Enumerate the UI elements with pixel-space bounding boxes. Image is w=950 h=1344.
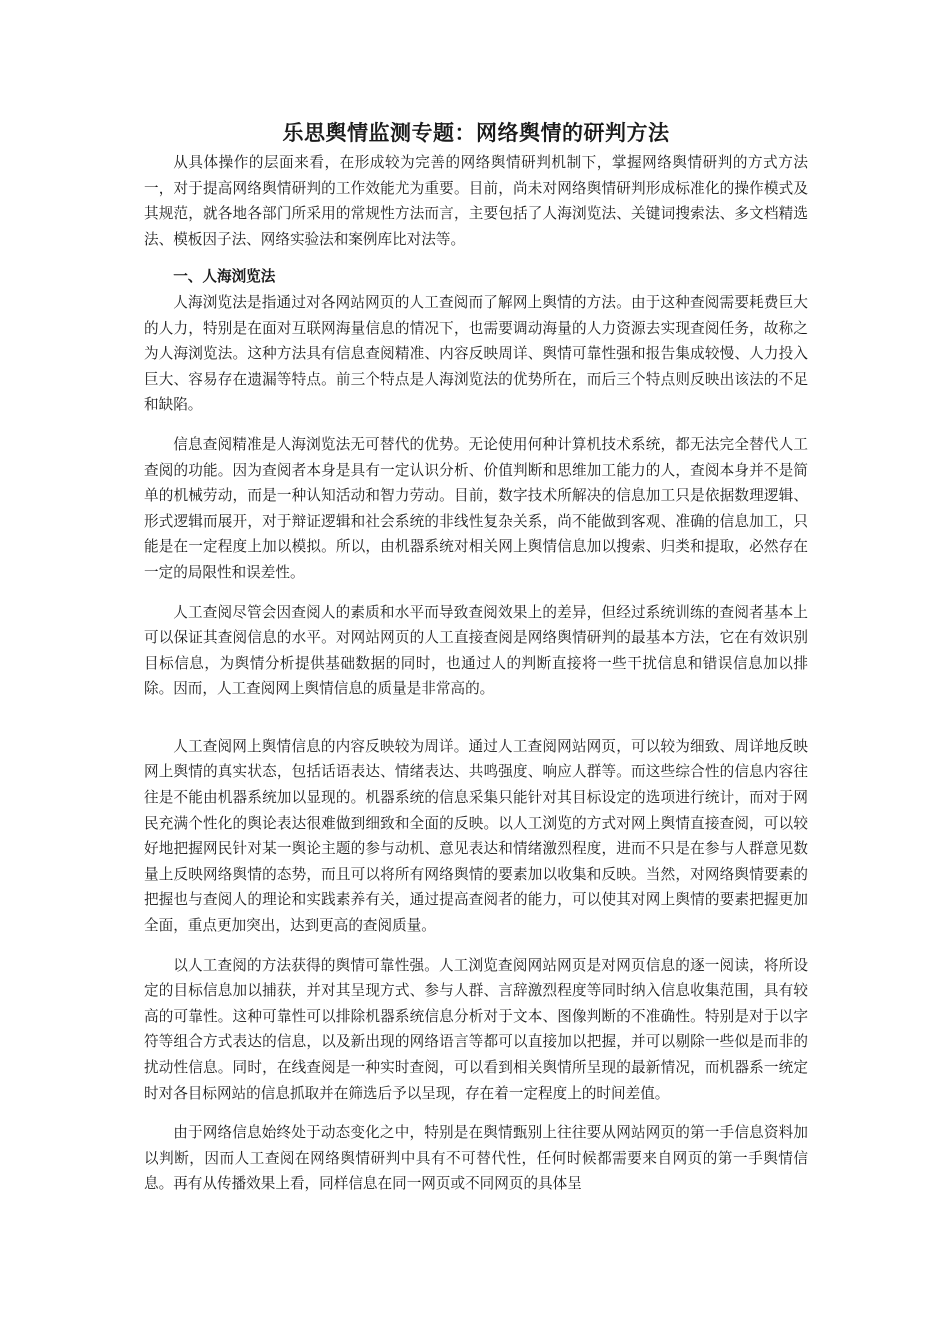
document-title: 乐思舆情监测专题：网络舆情的研判方法 bbox=[282, 120, 670, 145]
body-paragraph: 人工查阅网上舆情信息的内容反映较为周详。通过人工查阅网站网页，可以较为细致、周详地反映网上舆情的真实状态，包括话语表达、情绪表达、共鸣强度、响应人群等。而这些综合性的信息内容往往是不能由机器系统加以显现的。机器系统的信息采集只能针对其目标设定的选项进行统计，而对于网民充满个性化的舆论表达很难做到细致和全面的反映。以人工浏览的方式对网上舆情直接查阅，可以较好地把握网民针对某一舆论主题的参与动机、意见表达和情绪激烈程度，进而不只是在参与人群意见数量上反映网络舆情的态势，而且可以将所有网络舆情的要素加以收集和反映。当然，对网络舆情要素的把握也与查阅人的理论和实践素养有关，通过提高查阅者的能力，可以使其对网上舆情的要素把握更加全面，重点更加突出，达到更高的查阅质量。 bbox=[144, 737, 808, 935]
body-paragraph: 由于网络信息始终处于动态变化之中，特别是在舆情甄别上往往要从网站网页的第一手信息资料加以判断，因而人工查阅在网络舆情研判中具有不可替代性，任何时候都需要来自网页的第一手舆情信息。再有从传播效果上看，同样信息在同一网页或不同网页的具体呈 bbox=[144, 1124, 808, 1193]
document-page bbox=[144, 118, 808, 1197]
body-paragraph: 以人工查阅的方法获得的舆情可靠性强。人工浏览查阅网站网页是对网页信息的逐一阅读，将所设定的目标信息加以捕获，并对其呈现方式、参与人群、言辞激烈程度等同时纳入信息收集范围，具有较高的可靠性。这种可靠性可以排除机器系统信息分析对于文本、图像判断的不准确性。特别是对于以字符等组合方式表达的信息，以及新出现的网络语言等都可以直接加以把握，并可以剔除一些似是而非的扰动性信息。同时，在线查阅是一种实时查阅，可以看到相关舆情所呈现的最新情况，而机器系一统定时对各目标网站的信息抓取并在筛选后予以呈现，存在着一定程度上的时间差值。 bbox=[144, 956, 808, 1102]
spacer bbox=[144, 418, 808, 432]
intro-paragraph: 从具体操作的层面来看，在形成较为完善的网络舆情研判机制下，掌握网络舆情研判的方式方法一，对于提高网络舆情研判的工作效能尤为重要。目前，尚未对网络舆情研判形成标准化的操作模式及其规范，就各地各部门所采用的常规性方法而言，主要包括了人海浏览法、关键词搜索法、多文档精选法、模板因子法、网络实验法和案例库比对法等。 bbox=[144, 154, 808, 248]
spacer bbox=[144, 702, 808, 734]
section-heading: 一、人海浏览法 bbox=[173, 268, 276, 286]
body-paragraph: 人工查阅尽管会因查阅人的素质和水平而导致查阅效果上的差异，但经过系统训练的查阅者基本上可以保证其查阅信息的水平。对网站网页的人工直接查阅是网络舆情研判的最基本方法，它在有效识别目标信息，为舆情分析提供基础数据的同时，也通过人的判断直接将一些干扰信息和错误信息加以排除。因而，人工查阅网上舆情信息的质量是非常高的。 bbox=[144, 603, 808, 698]
spacer bbox=[144, 586, 808, 600]
spacer bbox=[144, 1106, 808, 1120]
spacer bbox=[144, 252, 808, 264]
body-paragraph: 人海浏览法是指通过对各网站网页的人工查阅而了解网上舆情的方法。由于这种查阅需要耗费巨大的人力，特别是在面对互联网海量信息的情况下，也需要调动海量的人力资源去实现查阅任务，故称之为人海浏览法。这种方法具有信息查阅精准、内容反映周详、舆情可靠性强和报告集成较慢、人力投入巨大、容易存在遗漏等特点。前三个特点是人海浏览法的优势所在，而后三个特点则反映出该法的不足和缺陷。 bbox=[144, 293, 808, 414]
body-paragraph: 信息查阅精准是人海浏览法无可替代的优势。无论使用何种计算机技术系统，都无法完全替代人工查阅的功能。因为查阅者本身是具有一定认识分析、价值判断和思维加工能力的人，查阅本身并不是简单的机械劳动，而是一种认知活动和智力劳动。目前，数字技术所解决的信息加工只是依据数理逻辑、形式逻辑而展开，对于辩证逻辑和社会系统的非线性复杂关系，尚不能做到客观、准确的信息加工，只能是在一定程度上加以模拟。所以，由机器系统对相关网上舆情信息加以搜索、归类和提取，必然存在一定的局限性和误差性。 bbox=[144, 435, 808, 581]
spacer bbox=[144, 939, 808, 953]
